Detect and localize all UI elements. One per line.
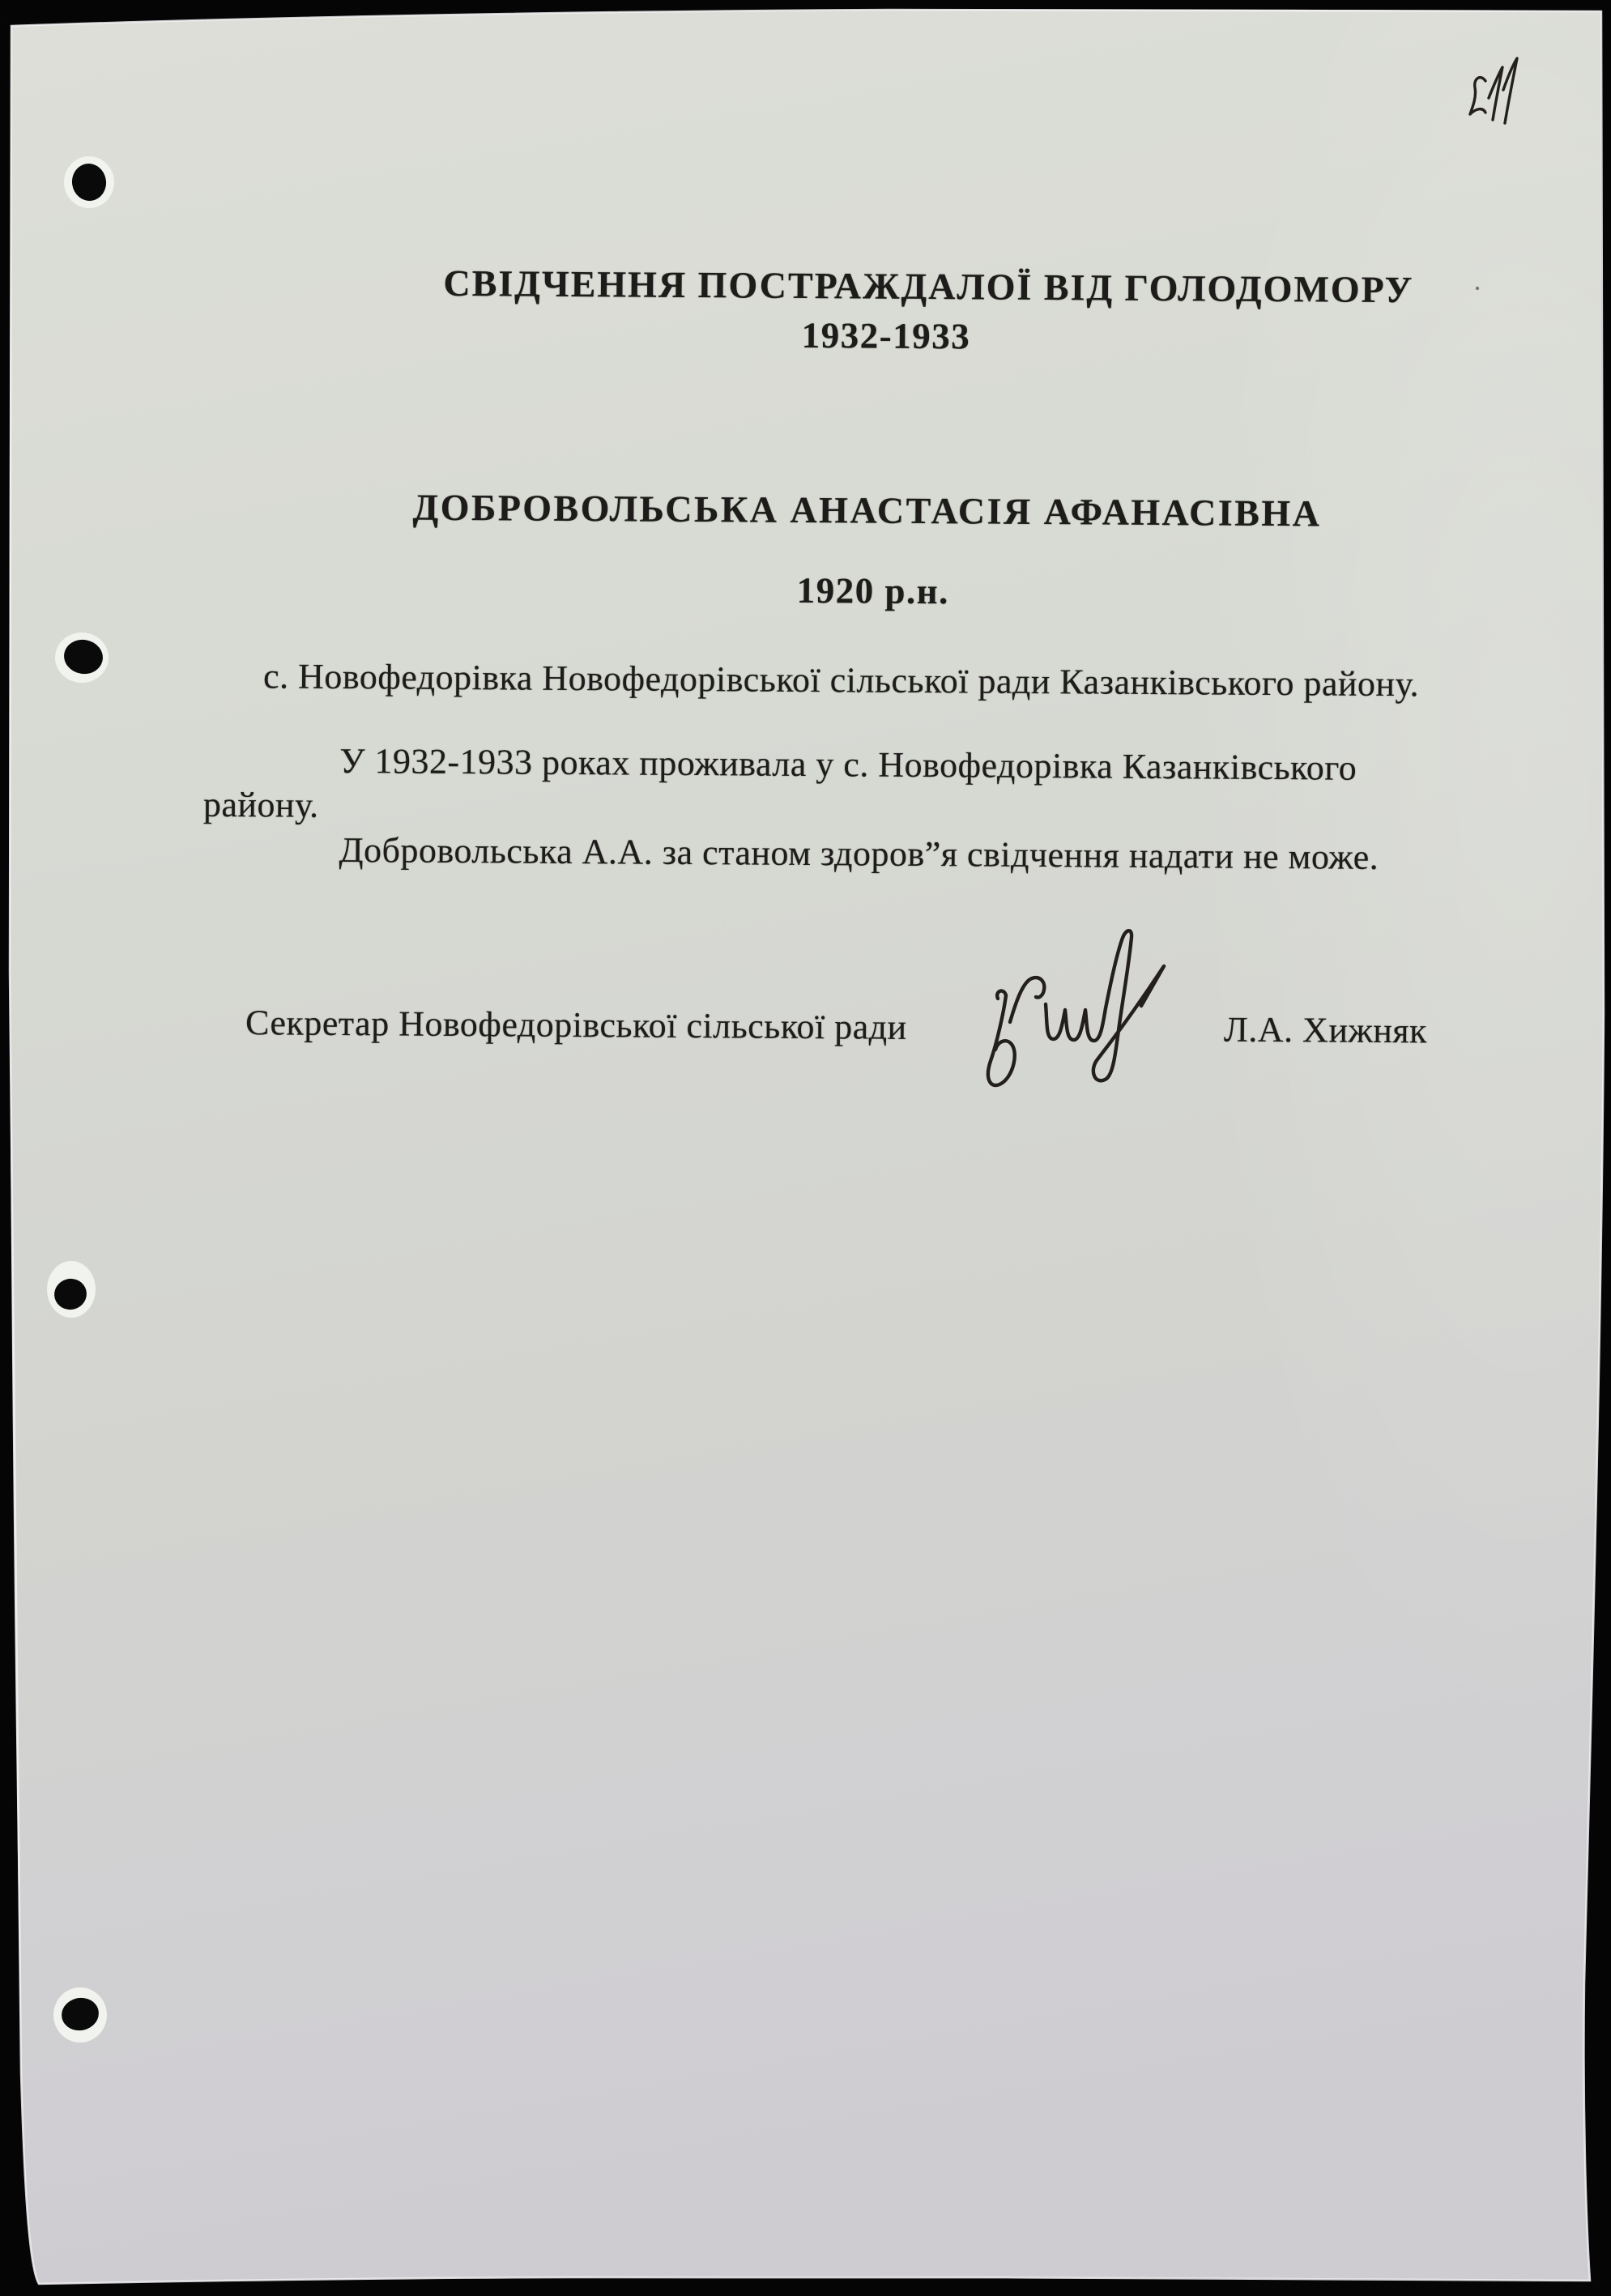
paragraph1-line2: району.: [202, 784, 319, 825]
paragraph1-line1: У 1932-1933 роках проживала у с. Новофедорівка Казанківського: [339, 740, 1357, 788]
signoff-name: Л.А. Хижняк: [1223, 1009, 1428, 1051]
signoff-role: Секретар Новофедорівської сільської ради: [245, 1003, 907, 1047]
birth-year: 1920 р.н.: [796, 569, 950, 612]
document-title-line2: 1932-1933: [801, 314, 971, 357]
document-title-line1: СВІДЧЕННЯ ПОСТРАЖДАЛОЇ ВІД ГОЛОДОМОРУ: [443, 262, 1414, 311]
address-line: с. Новофедорівка Новофедорівської сільської ради Казанківського району.: [262, 656, 1420, 705]
paragraph2: Добровольська А.А. за станом здоров”я свідчення надати не може.: [339, 829, 1379, 877]
witness-name: ДОБРОВОЛЬСЬКА АНАСТАСІЯ АФАНАСІВНА: [412, 486, 1322, 535]
